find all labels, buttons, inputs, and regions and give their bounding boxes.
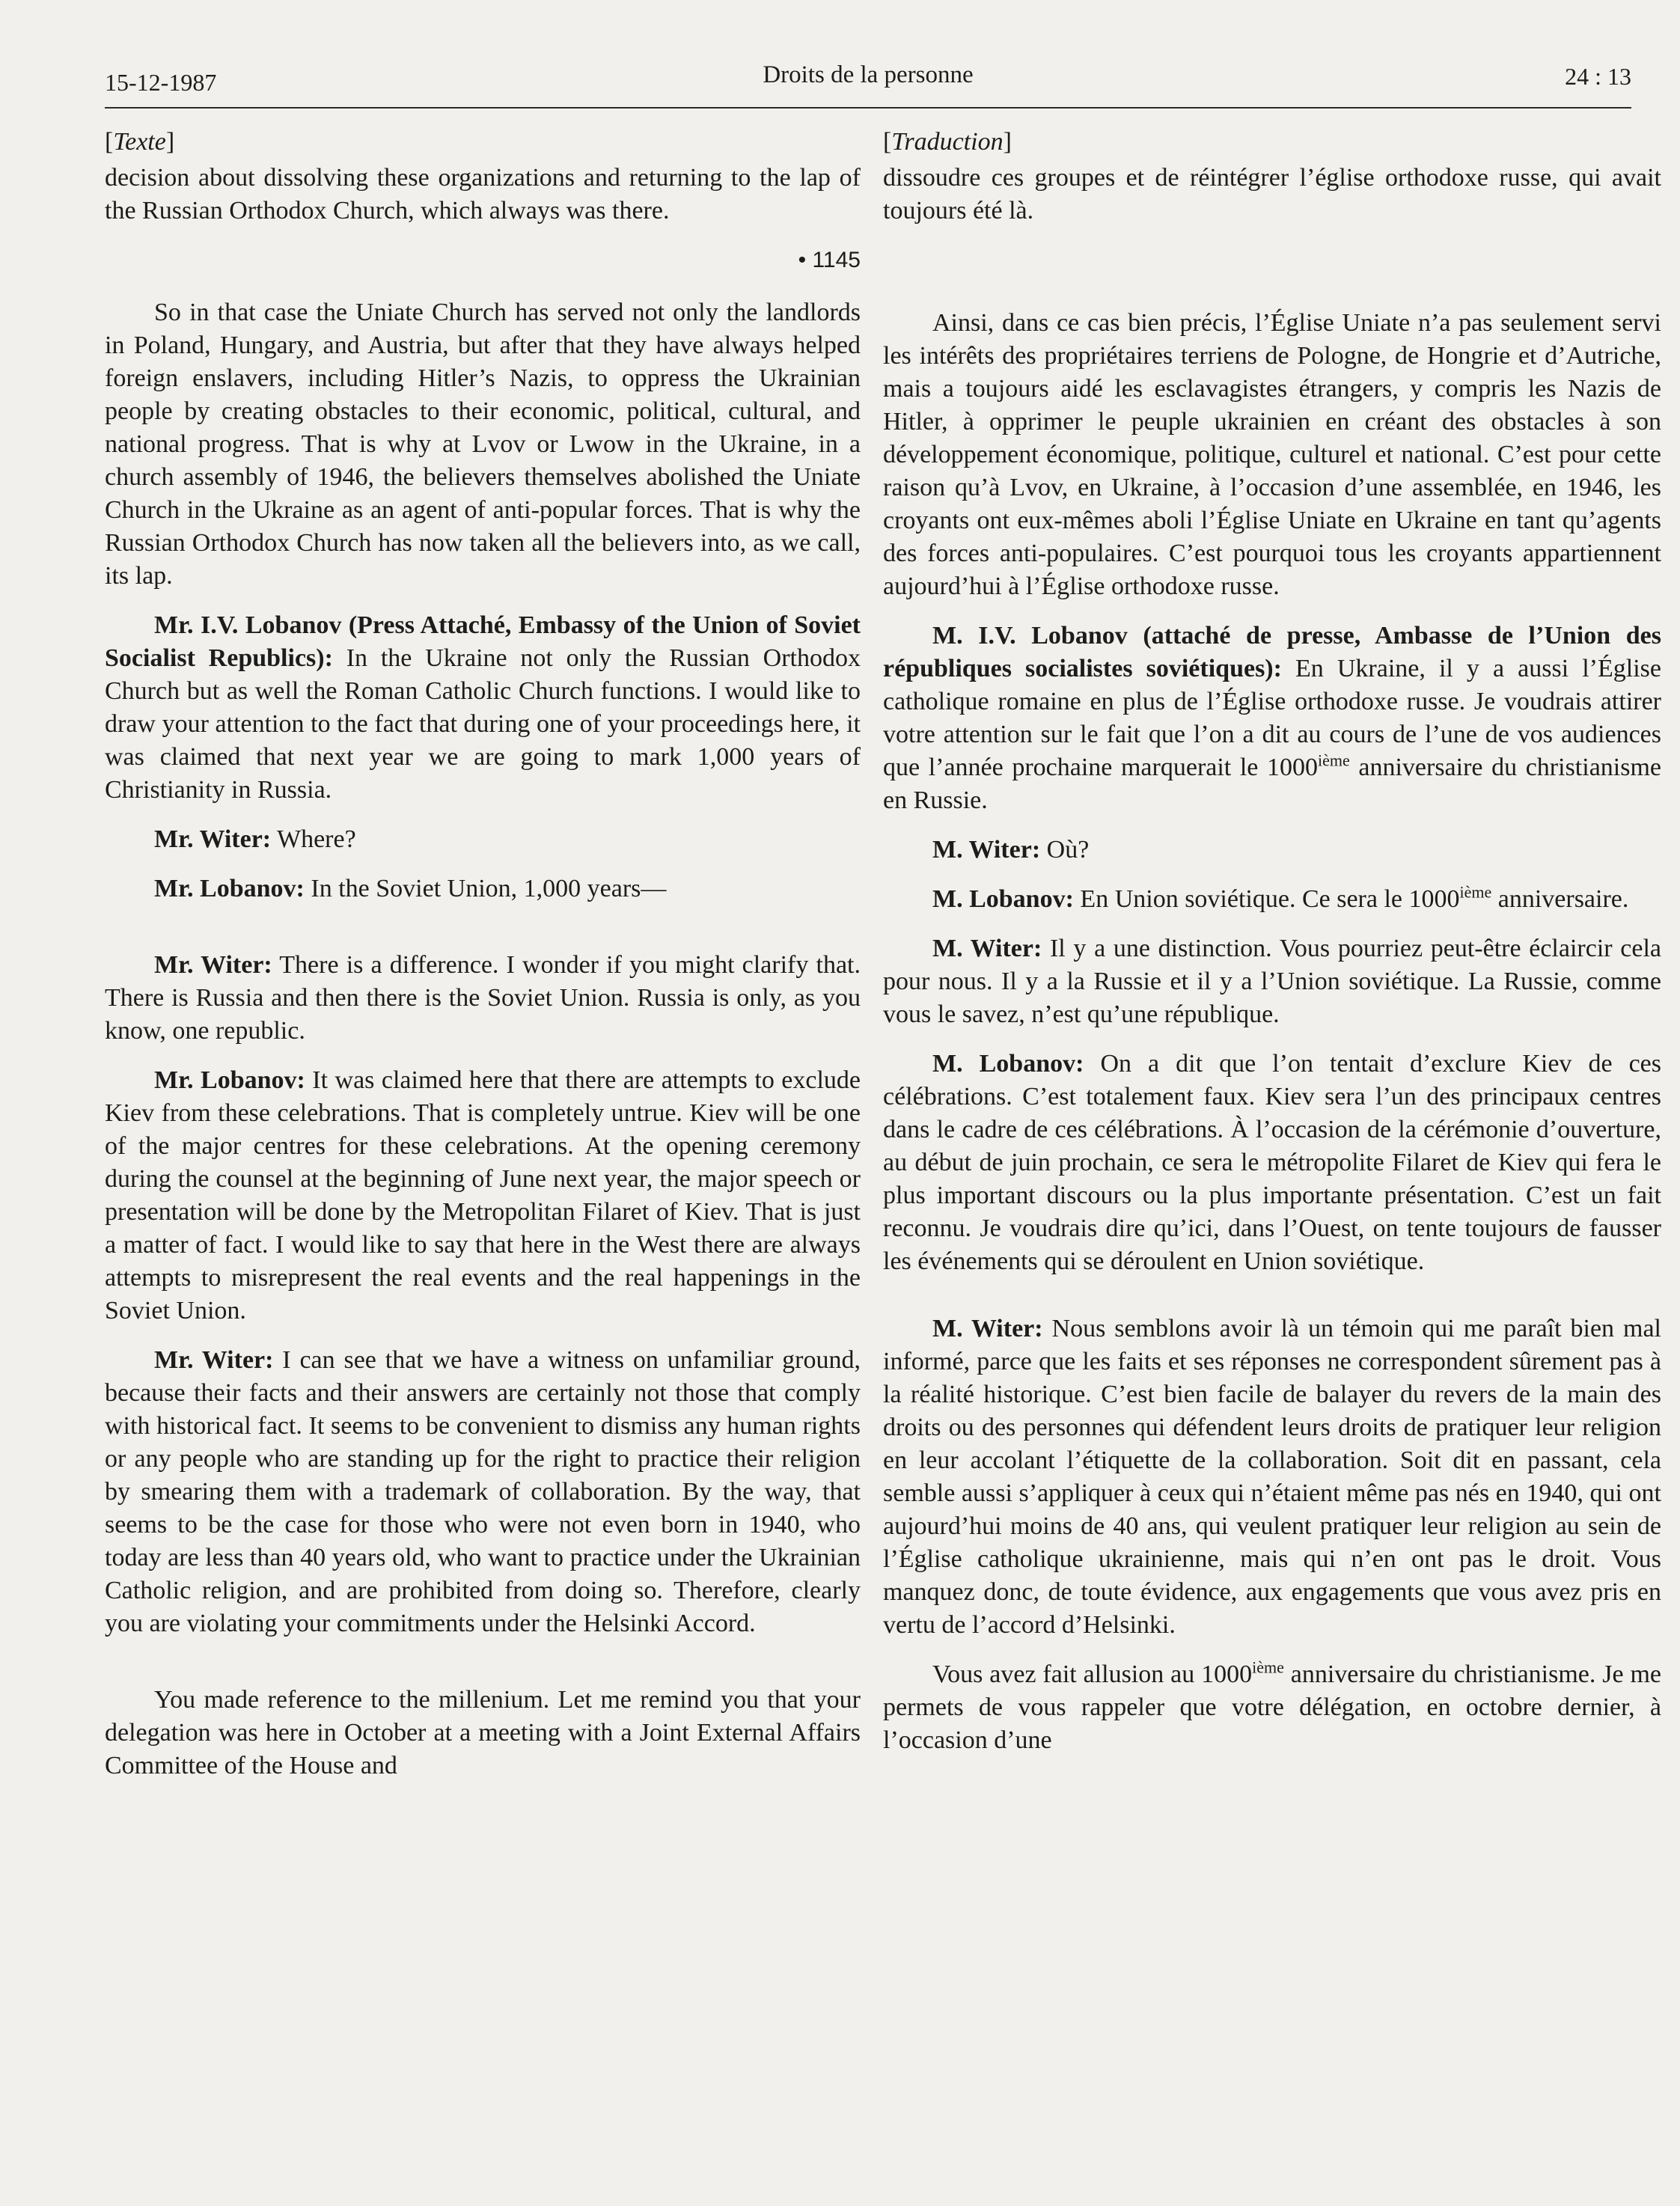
speaker-name: M. I.V. Lobanov (attaché de presse, Ambasse de l’Union des républiques socialistes soviétiques): — [883, 622, 1661, 682]
paragraph: decision about dissolving these organizations and returning to the lap of the Russian Orthodox Church, which always was there. — [105, 164, 861, 224]
speaker-name: Mr. Witer: — [154, 951, 272, 979]
speaker-name: M. Witer: — [932, 836, 1041, 864]
speaker-name: M. Lobanov: — [932, 885, 1074, 913]
paragraph: M. I.V. Lobanov (attaché de presse, Ambasse de l’Union des républiques socialistes soviétiques): En Ukraine, il y a aussi l’Église catholique romaine en plus de l’Église orthodoxe russe. Je voudrais attirer votre attention sur le fait que l’on a dit au cours de l’une de vos audiences que l’année prochaine marquerait le 1000ième anniversaire du christianisme en Russie. — [883, 622, 1662, 814]
paragraph: Mr. I.V. Lobanov (Press Attaché, Embassy of the Union of Soviet Socialist Republics): In the Ukraine not only the Russian Orthodox Church but as well the Roman Catholic Church functions. I would like to draw your attention to the fact that during one of your proceedings here, it was claimed that next year we are going to mark 1,000 years of Christianity in Russia. — [105, 611, 861, 804]
speaker-name: Mr. Witer: — [154, 825, 272, 853]
speaker-name: Mr. Lobanov: — [154, 1066, 305, 1094]
paragraph: Ainsi, dans ce cas bien précis, l’Église Uniate n’a pas seulement servi les intérêts des propriétaires terriens de Pologne, de Hongrie et d’Autriche, mais a toujours aidé les esclavagistes étrangers, y compris les Nazis de Hitler, à opprimer le peuple ukrainien en créant des obstacles à son développement économique, politique, culturel et national. C’est pour cette raison qu’à Lvov, en Ukraine, à l’occasion d’une assemblée, en 1946, les croyants ont eux-mêmes aboli l’Église Uniate en Ukraine en tant qu’agents des forces anti-populaires. C’est pourquoi tous les croyants appartiennent aujourd’hui à l’Église orthodoxe russe. — [883, 309, 1661, 600]
paragraph: M. Witer: Où? — [932, 836, 1090, 864]
french-column — [883, 126, 1661, 1773]
paragraph: Mr. Lobanov: In the Soviet Union, 1,000 years— — [154, 875, 667, 902]
column-label: [Traduction] — [883, 128, 1012, 156]
speaker-name: Mr. Witer: — [154, 1346, 274, 1374]
speaker-name: M. Lobanov: — [932, 1050, 1084, 1078]
header-date: 15-12-1987 — [105, 69, 217, 96]
paragraph: Vous avez fait allusion au 1000ième anniversaire du christianisme. Je me permets de vous rappeler que votre délégation, en octobre dernier, à l’occasion d’une — [883, 1657, 1661, 1754]
paragraph: Mr. Witer: There is a difference. I wonder if you might clarify that. There is Russia and then there is the Soviet Union. Russia is only, as you know, one republic. — [105, 951, 861, 1045]
paragraph: Mr. Witer: Where? — [154, 825, 356, 853]
time-marker: • 1145 — [798, 248, 861, 272]
paragraph: M. Lobanov: On a dit que l’on tentait d’exclure Kiev de ces célébrations. C’est totalement faux. Kiev sera l’un des principaux centres dans le cadre de ces célébrations. À l’occasion de la cérémonie d’ouverture, au début de juin prochain, ce sera le métropolite Filaret de Kiev qui fera le plus important discours ou la plus importante présentation. C’est un fait reconnu. Je voudrais dire qu’ici, dans l’Ouest, on tente toujours de fausser les événements qui se déroulent en Union soviétique. — [883, 1050, 1661, 1275]
speaker-name: M. Witer: — [932, 1315, 1043, 1342]
speaker-name: Mr. I.V. Lobanov (Press Attaché, Embassy of the Union of Soviet Socialist Republics): — [105, 611, 861, 672]
paragraph: Mr. Witer: I can see that we have a witness on unfamiliar ground, because their facts and their answers are certainly not those that comply with historical fact. It seems to be convenient to dismiss any human rights or any people who are standing up for the right to practice their religion by smearing them with a trademark of collaboration. By the way, that seems to be the case for those who were not even born in 1940, who today are less than 40 years old, who want to practice under the Ukrainian Catholic religion, and are prohibited from doing so. Therefore, clearly you are violating your commitments under the Helsinki Accord. — [105, 1346, 861, 1637]
paragraph: You made reference to the millenium. Let me remind you that your delegation was here in October at a meeting with a Joint External Affairs Committee of the House and — [105, 1686, 861, 1779]
paragraph: M. Lobanov: En Union soviétique. Ce sera le 1000ième anniversaire. — [932, 882, 1629, 913]
page-header — [105, 61, 1631, 106]
paragraph: M. Witer: Il y a une distinction. Vous pourriez peut-être éclaircir cela pour nous. Il y a la Russie et il y a l’Union soviétique. La Russie, comme vous le savez, n’est qu’une république. — [883, 935, 1661, 1028]
header-page-number: 24 : 13 — [1565, 63, 1631, 90]
paragraph: dissoudre ces groupes et de réintégrer l’église orthodoxe russe, qui avait toujours été là. — [883, 164, 1661, 224]
paragraph: M. Witer: Nous semblons avoir là un témoin qui me paraît bien mal informé, parce que les faits et ses réponses ne correspondent sûrement pas à la réalité historique. C’est bien facile de balayer du revers de la main des droits ou des personnes qui défendent leurs droits de pratiquer leur religion en leur accolant l’étiquette de la collaboration. Soit dit en passant, cela semble aussi s’appliquer à ceux qui n’étaient même pas nés en 1940, qui ont aujourd’hui moins de 40 ans, qui veulent pratiquer leur religion au sein de l’Église catholique ukrainienne, mais qui n’en ont pas le droit. Vous manquez donc, de toute évidence, aux engagements que vous avez pris en vertu de l’accord d’Helsinki. — [883, 1315, 1661, 1639]
column-label: [Texte] — [105, 128, 175, 156]
speaker-name: M. Witer: — [932, 935, 1042, 962]
header-title: Droits de la personne — [763, 61, 974, 88]
paragraph: Mr. Lobanov: It was claimed here that there are attempts to exclude Kiev from these celebrations. That is completely untrue. Kiev will be one of the major centres for these celebrations. At the opening ceremony during the counsel at the beginning of June next year, the major speech or presentation will be done by the Metropolitan Filaret of Kiev. That is just a matter of fact. I would like to say that here in the West there are always attempts to misrepresent the real events and the real happenings in the Soviet Union. — [105, 1066, 861, 1324]
speaker-name: Mr. Lobanov: — [154, 875, 305, 902]
english-column — [105, 126, 861, 1799]
header-rule — [105, 107, 1631, 109]
paragraph: So in that case the Uniate Church has served not only the landlords in Poland, Hungary, and Austria, but after that they have always helped foreign enslavers, including Hitler’s Nazis, to oppress the Ukrainian people by creating obstacles to their economic, political, cultural, and national progress. That is why at Lvov or Lwow in the Ukraine, in a church assembly of 1946, the believers themselves abolished the Uniate Church in the Ukraine as an agent of anti-popular forces. That is why the Russian Orthodox Church has now taken all the believers into, as we call, its lap. — [105, 299, 861, 590]
